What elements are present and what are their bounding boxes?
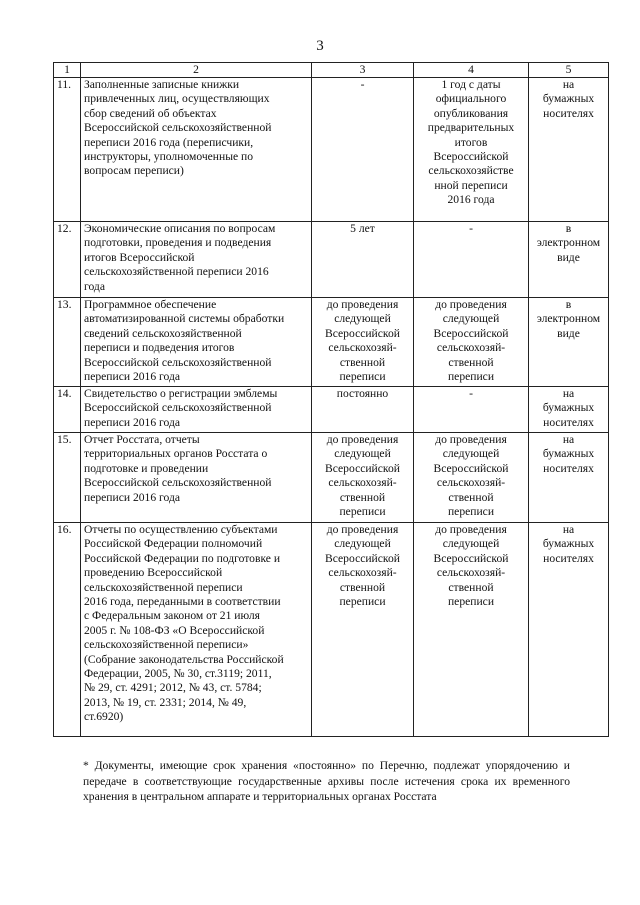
document-name	[81, 387, 312, 433]
storage-term-note	[414, 523, 529, 737]
storage-term-note	[414, 78, 529, 222]
document-name-text: Отчет Росстата, отчеты территориальных органов Росстата о подготовке и проведении Всероссийской сельскохозяйственной переписи 2016 года	[84, 433, 272, 504]
storage-term	[312, 78, 414, 222]
storage-medium	[529, 433, 609, 523]
storage-term	[312, 298, 414, 387]
storage-medium-text: в электронном виде	[536, 222, 601, 264]
storage-term-note-text: до проведения следующей Всероссийской сельскохозяй- ственной переписи	[433, 298, 509, 384]
storage-medium	[529, 78, 609, 222]
column-header-4: 4	[414, 63, 529, 78]
document-name	[81, 523, 312, 737]
document-name	[81, 298, 312, 387]
row-number: 11.	[54, 78, 81, 222]
document-name-text: Программное обеспечение автоматизированной системы обработки сведений сельскохозяйственной переписи и подведения итогов Всероссийской сельскохозяйственной переписи 2016 года	[84, 298, 285, 384]
table-row	[54, 298, 609, 387]
storage-term-note	[414, 298, 529, 387]
column-header-5: 5	[529, 63, 609, 78]
document-name-text: Свидетельство о регистрации эмблемы Всероссийской сельскохозяйственной переписи 2016 года	[84, 387, 278, 429]
column-header-1: 1	[54, 63, 81, 78]
table-row	[54, 78, 609, 222]
row-number: 16.	[54, 523, 81, 737]
storage-medium	[529, 523, 609, 737]
storage-medium-text: на бумажных носителях	[542, 78, 595, 120]
storage-medium-text: на бумажных носителях	[542, 523, 595, 565]
storage-medium-text: в электронном виде	[536, 298, 601, 340]
column-header-3: 3	[312, 63, 414, 78]
storage-term-note	[414, 222, 529, 298]
footnote: * Документы, имеющие срок хранения «постоянно» по Перечню, подлежат упорядочению и передаче в соответствующие государственные архивы после истечения срока их временного хранения в центральном аппарате и территориальных органах Росстата	[83, 759, 570, 803]
storage-term	[312, 222, 414, 298]
records-table	[53, 62, 609, 737]
row-number: 12.	[54, 222, 81, 298]
storage-medium-text: на бумажных носителях	[542, 387, 595, 429]
storage-term-text: -	[360, 78, 365, 91]
document-name	[81, 78, 312, 222]
storage-term-note-text: до проведения следующей Всероссийской сельскохозяй- ственной переписи	[433, 433, 509, 519]
storage-term-note	[414, 433, 529, 523]
document-name-text: Заполненные записные книжки привлеченных лиц, осуществляющих сбор сведений об объектах Всероссийской сельскохозяйственной переписи 2016 года (переписчики, инструкторы, уполномоченные по вопросам переписи)	[84, 78, 272, 178]
row-number: 15.	[54, 433, 81, 523]
storage-term-text: постоянно	[336, 387, 389, 400]
document-name	[81, 222, 312, 298]
page-number: 3	[316, 38, 324, 54]
header-row	[54, 63, 609, 78]
storage-term-text: до проведения следующей Всероссийской сельскохозяй- ственной переписи	[325, 433, 400, 519]
storage-term-note-text: -	[469, 222, 473, 235]
storage-medium	[529, 298, 609, 387]
table-row	[54, 433, 609, 523]
storage-term-text: до проведения следующей Всероссийской сельскохозяй- ственной переписи	[325, 523, 400, 609]
storage-term-note-text: -	[469, 387, 473, 400]
storage-medium	[529, 387, 609, 433]
storage-term-text: 5 лет	[350, 222, 375, 235]
document-name-text: Экономические описания по вопросам подготовки, проведения и подведения итогов Всероссийской сельскохозяйственной переписи 2016 года	[84, 222, 276, 293]
storage-term-text: до проведения следующей Всероссийской сельскохозяй- ственной переписи	[325, 298, 400, 384]
storage-term	[312, 387, 414, 433]
table-row	[54, 222, 609, 298]
table-row	[54, 523, 609, 737]
storage-term-note-text: 1 год с даты официального опубликования предварительных итогов Всероссийской сельскохозяйстве нной переписи 2016 года	[427, 78, 515, 207]
table-row	[54, 387, 609, 433]
storage-medium	[529, 222, 609, 298]
table-body	[54, 78, 609, 737]
column-header-2: 2	[81, 63, 312, 78]
storage-term-note	[414, 387, 529, 433]
storage-term	[312, 523, 414, 737]
document-name	[81, 433, 312, 523]
storage-medium-text: на бумажных носителях	[542, 433, 595, 475]
row-number: 14.	[54, 387, 81, 433]
storage-term	[312, 433, 414, 523]
table-header	[54, 63, 609, 78]
storage-term-note-text: до проведения следующей Всероссийской сельскохозяй- ственной переписи	[433, 523, 509, 609]
row-number: 13.	[54, 298, 81, 387]
document-name-text: Отчеты по осуществлению субъектами Российской Федерации полномочий Российской Федерации по подготовке и проведению Всероссийской сельскохозяйственной переписи 2016 года, переданными в соответствии с Федеральным законом от 21 июля 2005 г. № 108-ФЗ «О Всероссийской сельскохозяйственной переписи» (Собрание законодательства Российской Федерации, 2005, № 30, ст.3119; 2011, № 29, ст. 4291; 2012, № 43, ст. 5784; 2013, № 19, ст. 2331; 2014, № 49, ст.6920)	[84, 523, 284, 724]
